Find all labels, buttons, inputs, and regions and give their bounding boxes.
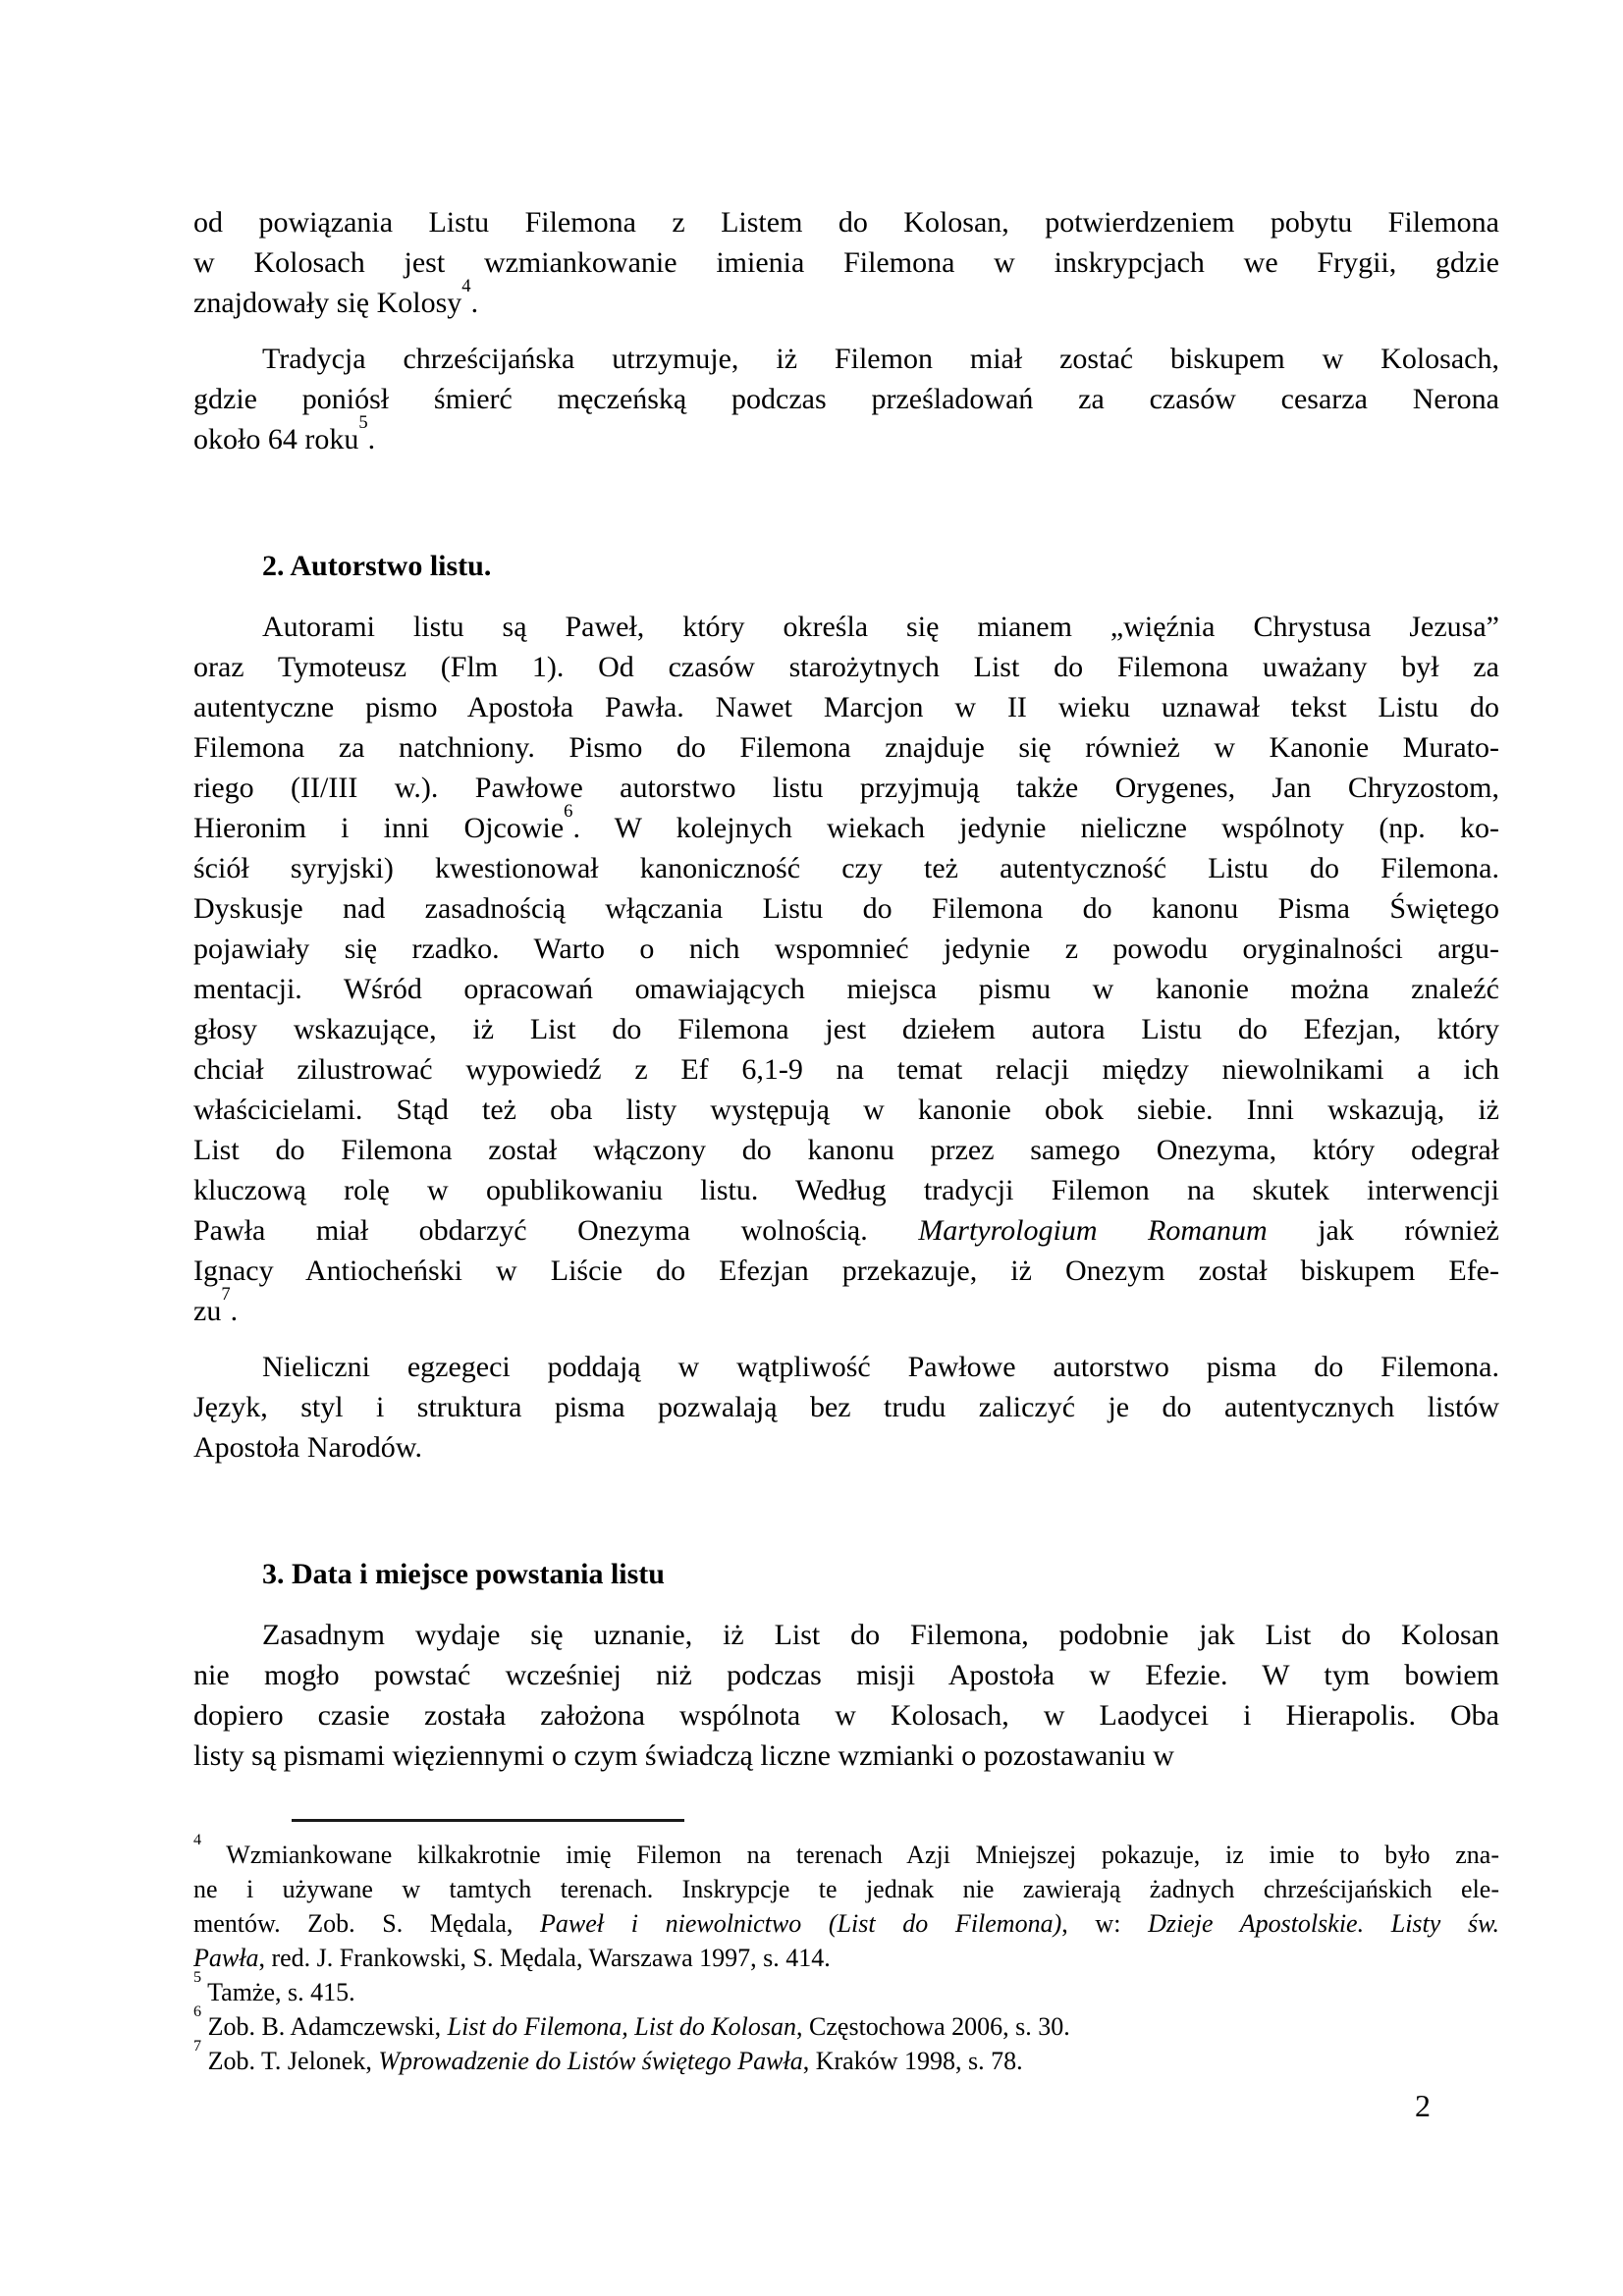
italic-text: Martyrologium Romanum xyxy=(918,1214,1268,1247)
text-line xyxy=(193,1130,1499,1170)
text-segment: znajdowały się Kolosy xyxy=(193,287,462,319)
text-line xyxy=(193,800,1499,848)
footnote-ref: 6 xyxy=(193,2003,202,2021)
footnote-ref: 7 xyxy=(221,1283,231,1305)
text-segment: Autorami listu są Paweł, który określa się mianem „więźnia Chrystusa Jezusa” xyxy=(262,611,1499,643)
text-segment: od powiązania Listu Filemona z Listem do Kolosan, potwierdzeniem pobytu Filemona xyxy=(193,206,1499,239)
text-line xyxy=(193,1387,1499,1427)
text-line xyxy=(193,1170,1499,1210)
text-line xyxy=(193,1872,1499,1906)
text-line xyxy=(193,339,1499,379)
footnote-ref: 5 xyxy=(358,411,368,433)
text-segment: Język, styl i struktura pisma pozwalają bez trudu zaliczyć je do autentycznych listów xyxy=(193,1391,1499,1423)
footnote-ref: 7 xyxy=(193,2038,202,2056)
text-line xyxy=(193,929,1499,969)
footnote-ref: 5 xyxy=(193,1969,202,1987)
text-line xyxy=(193,687,1499,727)
section-heading-date-place: 3. Data i miejsce powstania listu xyxy=(262,1558,665,1590)
footnote-separator xyxy=(292,1819,684,1822)
text-line xyxy=(193,888,1499,929)
text-line xyxy=(193,2003,1499,2044)
text-line xyxy=(193,1735,1499,1776)
text-segment: Pawła miał obdarzyć Onezyma wolnością. xyxy=(193,1214,919,1247)
text-line xyxy=(193,1655,1499,1695)
italic-text: Wprowadzenie do Listów świętego Pawła xyxy=(378,2047,803,2075)
footnote xyxy=(193,1969,1499,2009)
text-segment: Tradycja chrześcijańska utrzymuje, iż Filemon miał zostać biskupem w Kolosach, xyxy=(262,343,1499,375)
text-segment: w Kolosach jest wzmiankowanie imienia Filemona w inskrypcjach we Frygii, gdzie xyxy=(193,246,1499,279)
footnote xyxy=(193,2003,1499,2044)
text-line xyxy=(193,1615,1499,1655)
text-segment: około 64 roku xyxy=(193,423,359,455)
text-segment: Zasadnym wydaje się uznanie, iż List do Filemona, podobnie jak List do Kolosan xyxy=(262,1619,1499,1651)
text-line xyxy=(193,242,1499,283)
text-line xyxy=(193,411,1499,459)
text-segment: jak również xyxy=(1267,1214,1499,1247)
paragraph-tradition xyxy=(193,339,1499,459)
text-segment: ne i używane w tamtych terenach. Inskrypcje te jednak nie zawierają żadnych chrześcijańskich ele- xyxy=(193,1875,1499,1903)
text-segment: , w: xyxy=(1061,1909,1149,1938)
text-line xyxy=(193,379,1499,419)
text-segment: Ignacy Antiocheński w Liście do Efezjan przekazuje, iż Onezym został biskupem Efe- xyxy=(193,1255,1499,1287)
text-segment: Dyskusje nad zasadnością włączania Listu do Filemona do kanonu Pisma Świętego xyxy=(193,892,1499,925)
text-segment: chciał zilustrować wypowiedź z Ef 6,1-9 na temat relacji między niewolnikami a ich xyxy=(193,1053,1499,1086)
text-segment: Wzmiankowane kilkakrotnie imię Filemon na terenach Azji Mniejszej pokazuje, iz imie to było zna- xyxy=(201,1841,1499,1869)
footnote xyxy=(193,1832,1500,1975)
text-line xyxy=(193,1251,1499,1291)
text-line xyxy=(193,2038,1499,2078)
italic-text: Dzieje Apostolskie. Listy św. xyxy=(1148,1909,1500,1938)
text-line xyxy=(193,647,1499,687)
text-segment: . xyxy=(230,1295,239,1327)
text-line xyxy=(193,1906,1499,1941)
text-line xyxy=(193,1090,1499,1130)
paragraph-authorship xyxy=(193,607,1499,1331)
text-segment: głosy wskazujące, iż List do Filemona jest dziełem autora Listu do Efezjan, który xyxy=(193,1013,1499,1045)
text-line xyxy=(193,1695,1499,1735)
footnotes-section xyxy=(193,1832,1500,2078)
text-segment: ściół syryjski) kwestionował kanoniczność czy też autentyczność Listu do Filemona. xyxy=(193,852,1499,884)
text-segment: Hieronim i inni Ojcowie xyxy=(193,812,565,844)
text-segment: Zob. B. Adamczewski, xyxy=(201,2012,448,2041)
italic-text: Paweł i niewolnictwo (List do Filemona) xyxy=(540,1909,1062,1938)
text-segment: kluczową rolę w opublikowaniu listu. Według tradycji Filemon na skutek interwencji xyxy=(193,1174,1499,1206)
text-segment: mentów. Zob. S. Mędala, xyxy=(193,1909,541,1938)
text-line xyxy=(193,275,1499,323)
text-segment: riego (II/III w.). Pawłowe autorstwo listu przyjmują także Orygenes, Jan Chryzostom, xyxy=(193,772,1499,804)
text-segment: . W kolejnych wiekach jedynie nieliczne wspólnoty (np. ko- xyxy=(572,812,1499,844)
footnote xyxy=(193,2038,1499,2078)
text-line xyxy=(193,1941,1499,1975)
text-segment: Zob. T. Jelonek, xyxy=(201,2047,379,2075)
text-line xyxy=(193,768,1499,808)
text-segment: dopiero czasie została założona wspólnota w Kolosach, w Laodycei i Hierapolis. Oba xyxy=(193,1699,1499,1732)
text-line xyxy=(193,607,1499,647)
text-line xyxy=(193,848,1499,888)
text-segment: zu xyxy=(193,1295,222,1327)
text-segment: autentyczne pismo Apostoła Pawła. Nawet Marcjon w II wieku uznawał tekst Listu do xyxy=(193,691,1499,723)
text-line xyxy=(193,1049,1499,1090)
italic-text: List do Filemona, List do Kolosan xyxy=(447,2012,797,2041)
text-segment: List do Filemona został włączony do kanonu przez samego Onezyma, który odegrał xyxy=(193,1134,1499,1166)
text-segment: . xyxy=(470,287,479,319)
page-number: 2 xyxy=(1415,2088,1431,2123)
text-segment: właścicielami. Stąd też oba listy występują w kanonie obok siebie. Inni wskazują, iż xyxy=(193,1094,1499,1126)
text-segment: , Kraków 1998, s. 78. xyxy=(802,2047,1023,2075)
text-line xyxy=(193,969,1499,1009)
text-line xyxy=(193,727,1499,768)
paragraph-continuation xyxy=(193,202,1499,323)
text-segment: , Częstochowa 2006, s. 30. xyxy=(796,2012,1070,2041)
text-segment: Apostoła Narodów. xyxy=(193,1431,423,1464)
text-line xyxy=(193,202,1499,242)
text-segment: gdzie poniósł śmierć męczeńską podczas prześladowań za czasów cesarza Nerona xyxy=(193,383,1499,415)
text-segment: . xyxy=(367,423,376,455)
italic-text: Pawła xyxy=(193,1944,259,1972)
text-segment: Tamże, s. 415. xyxy=(201,1978,355,2006)
text-segment: mentacji. Wśród opracowań omawiających miejsca pismu w kanonie można znaleźć xyxy=(193,973,1499,1005)
paragraph-exegetes xyxy=(193,1347,1499,1468)
text-line xyxy=(193,1009,1499,1049)
text-line xyxy=(193,1347,1499,1387)
text-segment: pojawiały się rzadko. Warto o nich wspomnieć jedynie z powodu oryginalności argu- xyxy=(193,933,1499,965)
footnote-ref: 6 xyxy=(564,800,573,822)
text-segment: , red. J. Frankowski, S. Mędala, Warszawa 1997, s. 414. xyxy=(258,1944,831,1972)
paragraph-date-place xyxy=(193,1615,1499,1776)
text-line xyxy=(193,1210,1499,1251)
text-line xyxy=(193,1832,1499,1872)
text-line xyxy=(193,1427,1499,1468)
section-heading-authorship: 2. Autorstwo listu. xyxy=(262,550,492,582)
footnote-ref: 4 xyxy=(193,1832,202,1849)
text-line xyxy=(193,1283,1499,1331)
text-line xyxy=(193,1969,1499,2009)
footnote-ref: 4 xyxy=(461,275,471,296)
text-segment: listy są pismami więziennymi o czym świadczą liczne wzmianki o pozostawaniu w xyxy=(193,1739,1174,1772)
text-segment: Nieliczni egzegeci poddają w wątpliwość Pawłowe autorstwo pisma do Filemona. xyxy=(262,1351,1499,1383)
text-segment: Filemona za natchniony. Pismo do Filemona znajduje się również w Kanonie Murato- xyxy=(193,731,1499,764)
text-segment: nie mogło powstać wcześniej niż podczas misji Apostoła w Efezie. W tym bowiem xyxy=(193,1659,1499,1691)
text-segment: oraz Tymoteusz (Flm 1). Od czasów starożytnych List do Filemona uważany był za xyxy=(193,651,1499,683)
